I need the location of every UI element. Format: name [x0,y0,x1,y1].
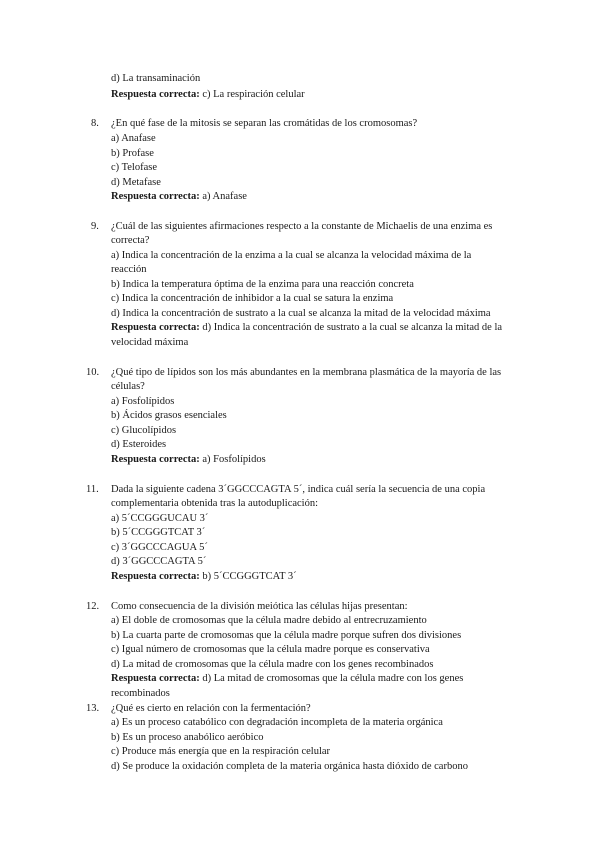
q11-option-b: b) 5´CCGGGTCAT 3´ [111,527,206,538]
q12-number: 12. [86,601,100,612]
q9-answer-line-2: velocidad máxima [111,337,189,348]
q12-option-d: d) La mitad de cromosomas que la célula madre con los genes recombinados [111,659,434,670]
q10-answer [111,453,266,468]
q9-option-d: d) Indica la concentración de sustrato a la cual se alcanza la mitad de la velocidad máxima [111,308,491,319]
answer-text: b) 5´CCGGGTCAT 3´ [199,571,297,582]
answer-label: Respuesta correcta: [111,454,200,465]
q13-option-d: d) Se produce la oxidación completa de la materia orgánica hasta dióxido de carbono [111,761,468,772]
q9-option-b: b) Indica la temperatura óptima de la enzima para una reacción concreta [111,279,414,290]
q11-option-a: a) 5´CCGGGUCAU 3´ [111,513,209,524]
q12-option-a: a) El doble de cromosomas que la célula madre debido al entrecruzamiento [111,615,427,626]
q13-option-c: c) Produce más energía que en la respiración celular [111,746,331,757]
q12-answer-line-1 [111,672,463,687]
q8-question: ¿En qué fase de la mitosis se separan las cromátidas de los cromosomas? [111,118,418,129]
answer-text: d) Indica la concentración de sustrato a la cual se alcanza la mitad de la [199,322,503,333]
q11-option-d: d) 3´GGCCCAGTA 5´ [111,556,207,567]
q13-option-b: b) Es un proceso anabólico aeróbico [111,732,264,743]
q10-option-c: c) Glucolípidos [111,425,177,436]
q10-option-b: b) Ácidos grasos esenciales [111,410,227,421]
q9-number: 9. [91,221,99,232]
q12-answer-line-2: recombinados [111,688,170,699]
q9-answer-line-1 [111,321,502,336]
q9-option-c: c) Indica la concentración de inhibidor a la cual se satura la enzima [111,293,394,304]
q13-question: ¿Qué es cierto en relación con la fermentación? [111,703,311,714]
q10-option-d: d) Esteroides [111,439,167,450]
answer-label: Respuesta correcta: [111,322,200,333]
q8-answer [111,190,247,205]
q11-number: 11. [86,484,99,495]
q9-question-line-2: correcta? [111,235,150,246]
answer-text: a) Anafase [199,191,247,202]
answer-label: Respuesta correcta: [111,191,200,202]
q10-question-line-2: células? [111,381,145,392]
q12-question: Como consecuencia de la división meiótica las células hijas presentan: [111,601,408,612]
q11-question-line-1: Dada la siguiente cadena 3´GGCCCAGTA 5´, indica cuál sería la secuencia de una copia [111,484,486,495]
q9-option-a-line-1: a) Indica la concentración de la enzima a la cual se alcanza la velocidad máxima de la [111,250,472,261]
q8-number: 8. [91,118,99,129]
q11-option-c: c) 3´GGCCCAGUA 5´ [111,542,208,553]
q12-option-c: c) Igual número de cromosomas que la célula madre porque es conservativa [111,644,430,655]
q8-option-a: a) Anafase [111,133,156,144]
q13-number: 13. [86,703,100,714]
q8-option-d: d) Metafase [111,177,161,188]
answer-text: d) La mitad de cromosomas que la célula madre con los genes [199,673,464,684]
answer-label: Respuesta correcta: [111,571,200,582]
q10-question-line-1: ¿Qué tipo de lípidos son los más abundantes en la membrana plasmática de la mayoría de las [111,367,502,378]
q11-answer [111,570,297,585]
q10-number: 10. [86,367,100,378]
q13-option-a: a) Es un proceso catabólico con degradación incompleta de la materia orgánica [111,717,443,728]
q11-question-line-2: complementaria obtenida tras la autoduplicación: [111,498,319,509]
q7-option-d: d) La transaminación [111,73,201,84]
q12-option-b: b) La cuarta parte de cromosomas que la célula madre porque sufren dos divisiones [111,630,462,641]
answer-label: Respuesta correcta: [111,89,200,100]
q7-answer [111,88,305,103]
q8-option-c: c) Telofase [111,162,158,173]
q10-option-a: a) Fosfolípidos [111,396,175,407]
answer-label: Respuesta correcta: [111,673,200,684]
answer-text: a) Fosfolípidos [199,454,266,465]
answer-text: c) La respiración celular [199,89,305,100]
q9-question-line-1: ¿Cuál de las siguientes afirmaciones respecto a la constante de Michaelis de una enzima es [111,221,493,232]
q8-option-b: b) Profase [111,148,154,159]
q9-option-a-line-2: reacción [111,264,147,275]
